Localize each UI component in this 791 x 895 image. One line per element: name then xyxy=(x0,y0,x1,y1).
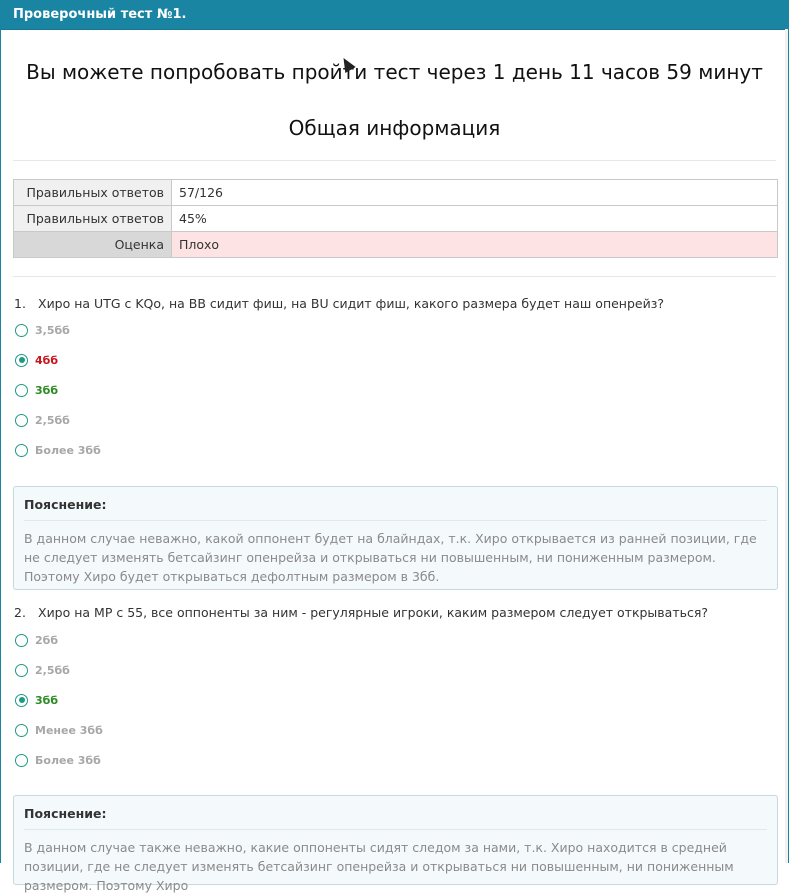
explanation-title: Пояснение: xyxy=(24,497,767,521)
option-label: 3бб xyxy=(35,383,59,397)
radio-button[interactable] xyxy=(15,384,28,397)
answer-option[interactable] xyxy=(15,320,70,340)
radio-button[interactable] xyxy=(15,754,28,767)
scrollbar[interactable] xyxy=(785,29,788,863)
question-number: 2. xyxy=(14,605,26,620)
explanation-box xyxy=(13,486,778,590)
summary-label: Правильных ответов xyxy=(14,180,172,206)
option-label: 3бб xyxy=(35,693,59,707)
summary-table xyxy=(13,179,778,258)
summary-value: 57/126 xyxy=(172,180,778,206)
radio-button[interactable] xyxy=(15,324,28,337)
answer-option[interactable] xyxy=(15,660,70,680)
summary-value: 45% xyxy=(172,206,778,232)
answer-option[interactable] xyxy=(15,630,58,650)
summary-row-grade xyxy=(14,232,778,258)
explanation-box xyxy=(13,795,778,893)
question-text: Хиро на MP с 55, все оппоненты за ним - регулярные игроки, каким размером следует открываться? xyxy=(38,605,709,620)
option-label: 2,5бб xyxy=(35,663,70,677)
option-label: 2,5бб xyxy=(35,413,70,427)
option-label: 2бб xyxy=(35,633,59,647)
explanation-text: В данном случае неважно, какой оппонент будет на блайндах, т.к. Хиро открывается из ранней позиции, где не следует изменять бетсайзинг опенрейза и открываться ни повышенным, ни пониженным размером. Поэтому Хиро будет открываться дефолтным размером в 3бб. xyxy=(24,531,757,584)
summary-label: Оценка xyxy=(14,232,172,258)
answer-option-selected-correct[interactable] xyxy=(15,690,58,710)
answer-option[interactable] xyxy=(15,440,101,460)
answer-option-selected-wrong[interactable] xyxy=(15,350,58,370)
section-title: Общая информация xyxy=(288,116,501,140)
answer-option[interactable] xyxy=(15,750,101,770)
question-2 xyxy=(14,605,708,620)
summary-label: Правильных ответов xyxy=(14,206,172,232)
answer-option-correct[interactable] xyxy=(15,380,58,400)
explanation-text: В данном случае также неважно, какие оппоненты сидят следом за нами, т.к. Хиро находится в средней позиции, где не следует изменять бетсайзинг опенрейза и открываться ни повышенным, ни пониженным размером. Поэтому Хиро xyxy=(24,840,734,893)
divider xyxy=(13,276,776,277)
radio-button[interactable] xyxy=(15,414,28,427)
divider xyxy=(13,160,776,161)
radio-button[interactable] xyxy=(15,664,28,677)
option-label: 3,5бб xyxy=(35,323,70,337)
radio-button[interactable] xyxy=(15,634,28,647)
window-title: Проверочный тест №1. xyxy=(1,0,788,30)
explanation-title: Пояснение: xyxy=(24,806,767,830)
radio-button-selected[interactable] xyxy=(15,354,28,367)
option-label: Менее 3бб xyxy=(35,723,103,737)
answer-option[interactable] xyxy=(15,720,103,740)
answer-option[interactable] xyxy=(15,410,70,430)
grade-value: Плохо xyxy=(172,232,778,258)
option-label: Более 3бб xyxy=(35,753,101,767)
radio-button[interactable] xyxy=(15,724,28,737)
option-label: 4бб xyxy=(35,353,59,367)
retry-message: Вы можете попробовать пройти тест через 1 день 11 часов 59 минут xyxy=(26,60,763,84)
radio-button[interactable] xyxy=(15,444,28,457)
option-label: Более 3бб xyxy=(35,443,101,457)
question-text: Хиро на UTG c KQo, на BB сидит фиш, на BU сидит фиш, какого размера будет наш опенрейз? xyxy=(38,296,665,311)
summary-row xyxy=(14,206,778,232)
radio-button-selected[interactable] xyxy=(15,694,28,707)
question-number: 1. xyxy=(14,296,26,311)
question-1 xyxy=(14,296,664,311)
summary-row xyxy=(14,180,778,206)
